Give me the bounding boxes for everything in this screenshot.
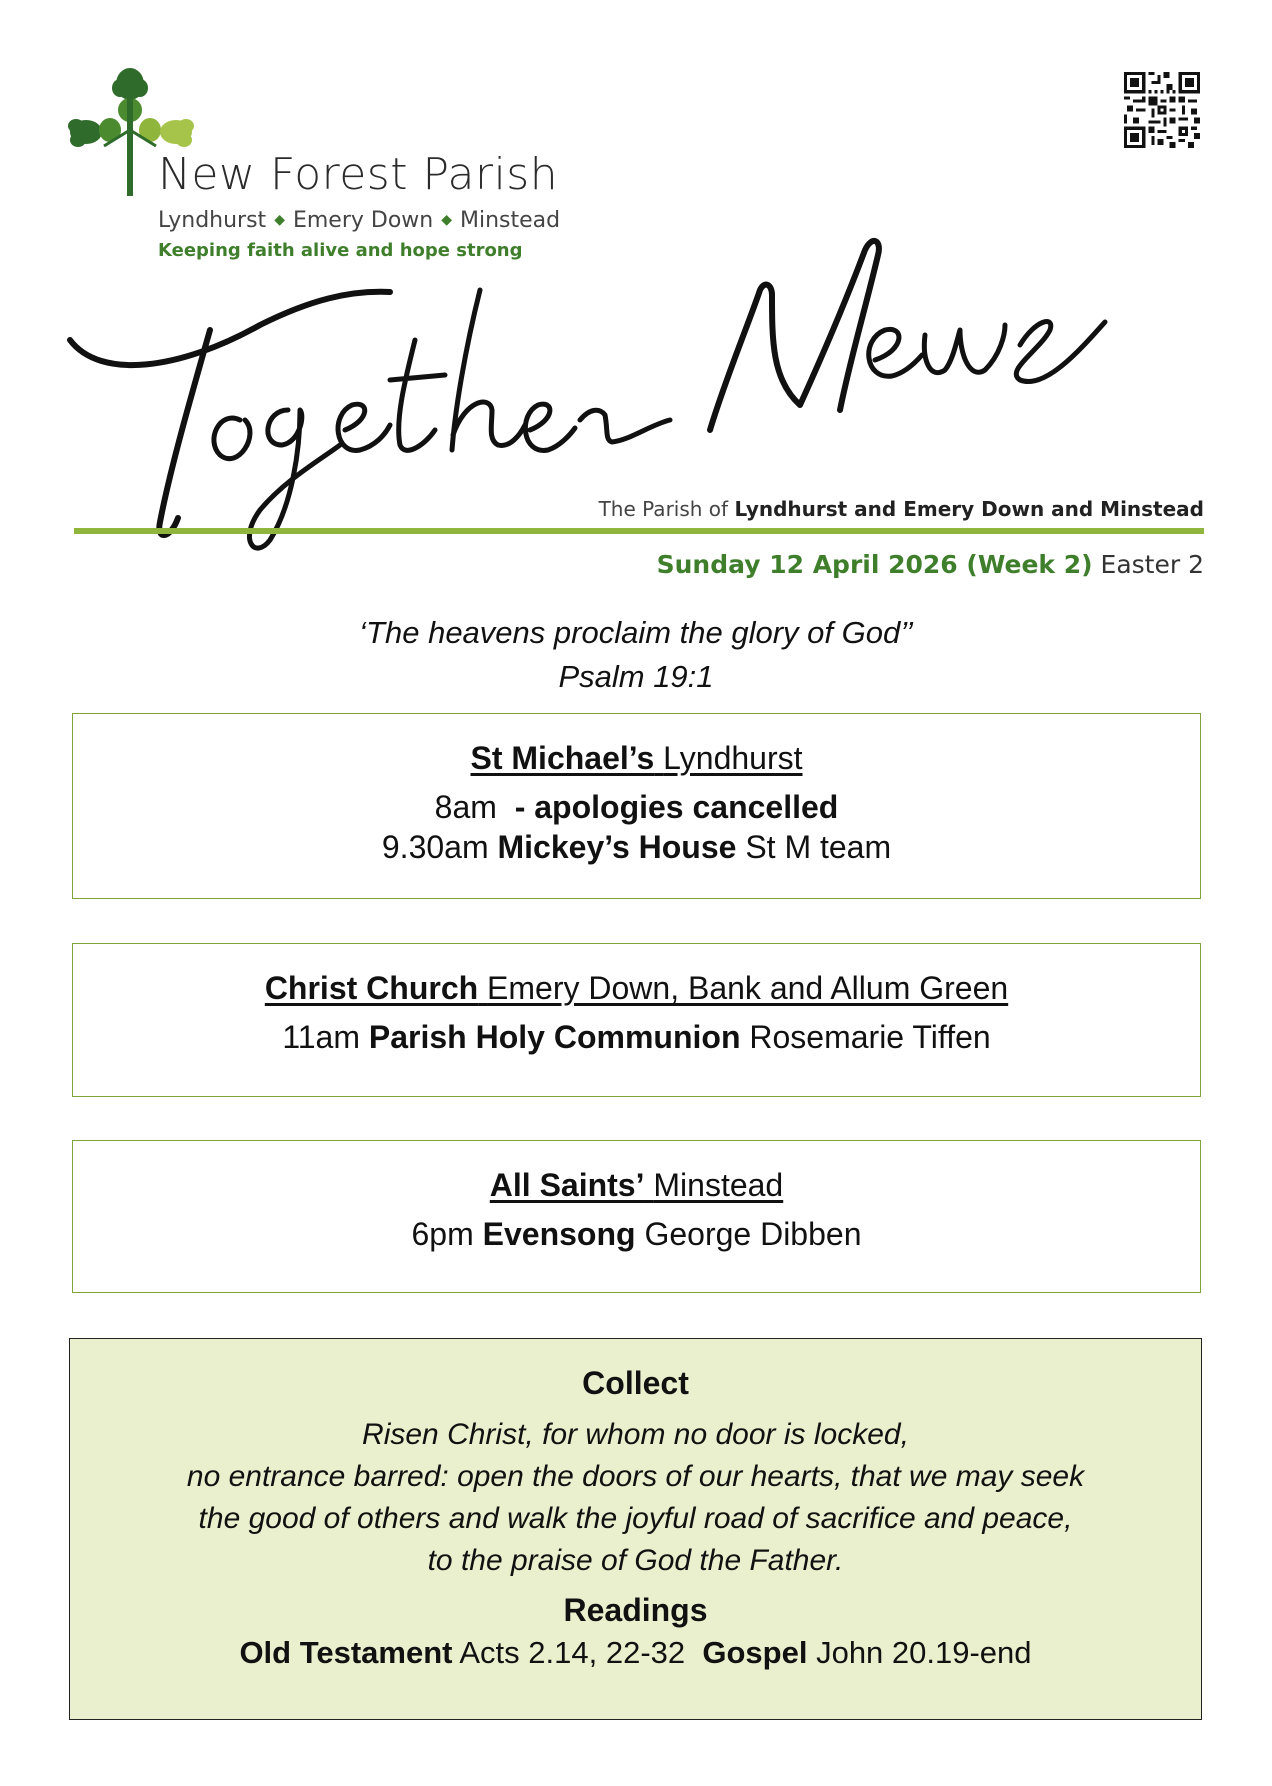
green-divider bbox=[74, 528, 1204, 534]
parish-prefix: The Parish of bbox=[598, 497, 729, 521]
service-date: Sunday 12 April 2026 (Week 2) bbox=[656, 550, 1093, 579]
collect-line: Risen Christ, for whom no door is locked, bbox=[362, 1418, 909, 1451]
collect-line: the good of others and walk the joyful road of sacrifice and peace, bbox=[198, 1502, 1073, 1535]
place-lyndhurst: Lyndhurst bbox=[158, 208, 267, 233]
service-time: 8am bbox=[434, 789, 497, 825]
readings-line bbox=[70, 1635, 1201, 1671]
reading-ref: John 20.19-end bbox=[816, 1635, 1032, 1670]
readings-heading: Readings bbox=[563, 1592, 708, 1628]
service-time: 11am bbox=[282, 1019, 360, 1055]
collect-box bbox=[69, 1338, 1202, 1720]
scripture-reference: Psalm 19:1 bbox=[558, 659, 714, 694]
qr-code-icon[interactable] bbox=[1124, 72, 1200, 148]
church-place: Emery Down, Bank and Allum Green bbox=[487, 970, 1009, 1006]
service-name bbox=[497, 789, 838, 825]
church-heading bbox=[73, 740, 1200, 777]
service-line bbox=[73, 787, 1200, 827]
collect-line: to the praise of God the Father. bbox=[427, 1544, 844, 1577]
service-gap: - bbox=[496, 789, 535, 825]
church-name: Christ Church bbox=[264, 970, 479, 1006]
church-name: St Michael’s bbox=[470, 740, 655, 776]
service-leader: Rosemarie Tiffen bbox=[749, 1019, 991, 1055]
service-line bbox=[73, 1214, 1200, 1254]
service-time: 9.30am bbox=[381, 829, 489, 865]
parish-name: Lyndhurst and Emery Down and Minstead bbox=[734, 497, 1204, 521]
service-box-christ-church bbox=[72, 943, 1201, 1097]
church-name: All Saints’ bbox=[489, 1167, 645, 1203]
diamond-icon: ◆ bbox=[441, 212, 453, 228]
service-name: Evensong bbox=[482, 1216, 636, 1252]
service-time: 6pm bbox=[411, 1216, 474, 1252]
service-line bbox=[73, 827, 1200, 867]
org-name: New Forest Parish bbox=[158, 149, 559, 200]
place-minstead: Minstead bbox=[460, 208, 561, 233]
church-heading bbox=[73, 1167, 1200, 1204]
service-name-text: apologies cancelled bbox=[534, 789, 839, 825]
tagline: Keeping faith alive and hope strong bbox=[158, 240, 523, 261]
church-place: Minstead bbox=[653, 1167, 784, 1203]
service-name: Mickey’s House bbox=[497, 829, 737, 865]
service-leader: George Dibben bbox=[644, 1216, 862, 1252]
parish-line bbox=[599, 497, 1204, 521]
date-line bbox=[657, 550, 1204, 579]
service-line bbox=[73, 1017, 1200, 1057]
service-name: Parish Holy Communion bbox=[368, 1019, 741, 1055]
liturgical-season: Easter 2 bbox=[1100, 550, 1204, 579]
place-emery-down: Emery Down bbox=[292, 208, 434, 233]
service-box-st-michaels bbox=[72, 713, 1201, 899]
collect-line: no entrance barred: open the doors of our hearts, that we may seek bbox=[186, 1460, 1085, 1493]
service-leader: St M team bbox=[745, 829, 892, 865]
church-heading bbox=[73, 970, 1200, 1007]
reading-label: Old Testament bbox=[239, 1635, 453, 1670]
collect-text bbox=[70, 1414, 1201, 1582]
diamond-icon: ◆ bbox=[274, 212, 285, 228]
reading-label: Gospel bbox=[702, 1635, 808, 1670]
church-place: Lyndhurst bbox=[663, 740, 803, 776]
reading-ref: Acts 2.14, 22-32 bbox=[459, 1635, 686, 1670]
scripture-quote: ‘The heavens proclaim the glory of God’’ bbox=[359, 615, 913, 650]
collect-heading: Collect bbox=[582, 1365, 689, 1401]
service-box-all-saints bbox=[72, 1140, 1201, 1293]
